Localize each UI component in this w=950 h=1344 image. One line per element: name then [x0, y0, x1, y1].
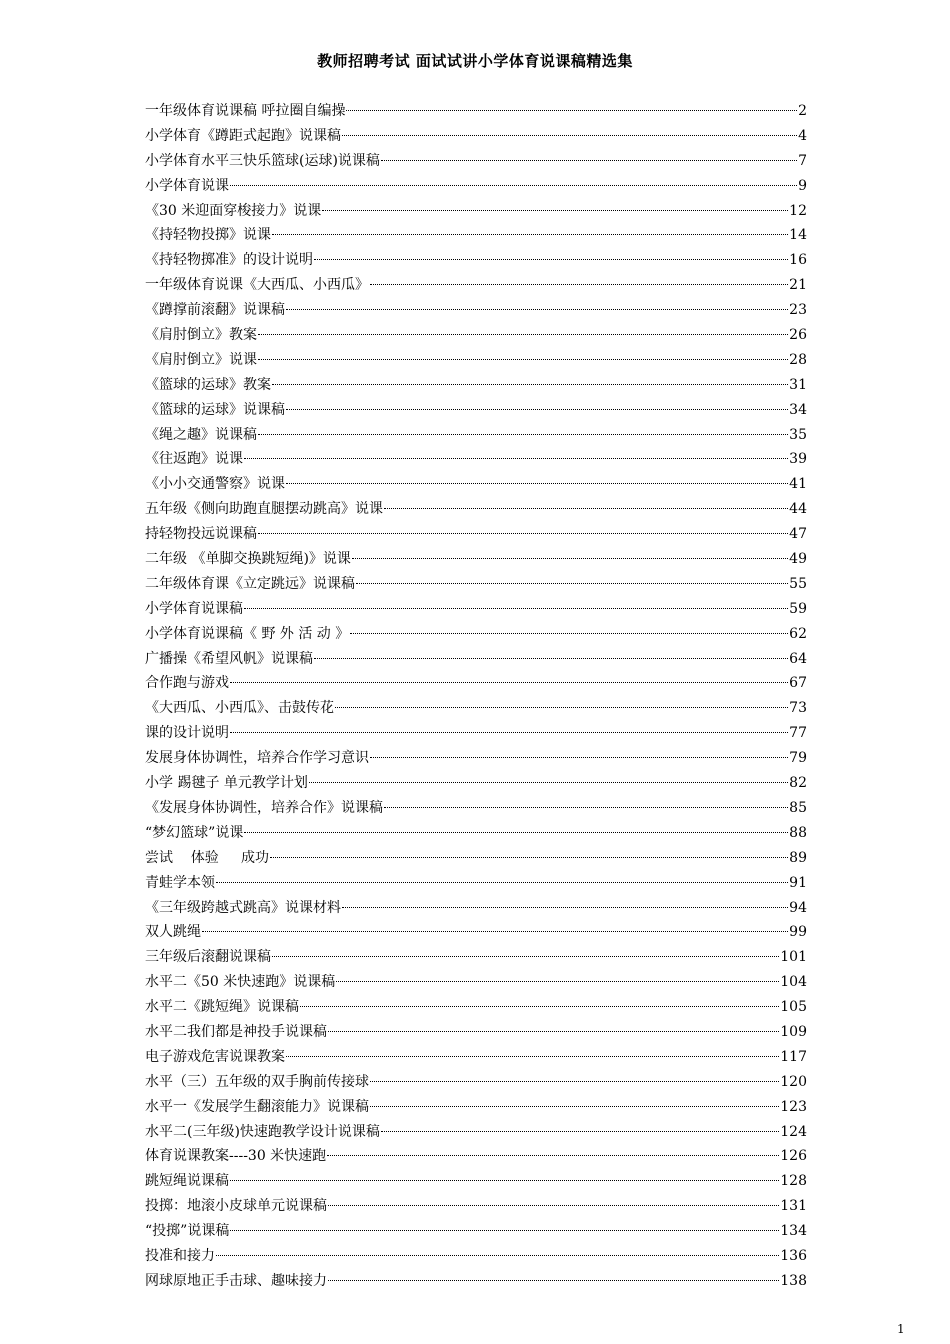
toc-entry[interactable] — [145, 671, 807, 696]
toc-entry[interactable] — [145, 1194, 807, 1219]
dot-leader — [370, 1106, 779, 1107]
dot-leader — [370, 757, 788, 758]
toc-entry-title: “投掷”说课稿 — [145, 1223, 230, 1240]
toc-entry[interactable] — [145, 298, 807, 323]
toc-entry-title: 《绳之趣》说课稿 — [145, 426, 257, 443]
toc-entry-title: 《往返跑》说课 — [145, 451, 243, 468]
toc-entry[interactable] — [145, 447, 807, 472]
dot-leader — [230, 185, 797, 186]
toc-entry-page: 88 — [789, 824, 807, 841]
dot-leader — [370, 1081, 779, 1082]
toc-entry-page: 9 — [798, 177, 807, 194]
toc-entry-title: 水平二(三年级)快速跑教学设计说课稿 — [145, 1123, 380, 1140]
toc-entry-page: 109 — [780, 1023, 807, 1040]
toc-entry-page: 117 — [780, 1048, 807, 1065]
dot-leader — [258, 359, 788, 360]
toc-entry-title: 《发展身体协调性，培养合作》说课稿 — [145, 799, 383, 816]
toc-entry[interactable] — [145, 871, 807, 896]
toc-entry-title: 《持轻物投掷》说课 — [145, 227, 271, 244]
table-of-contents — [145, 99, 807, 1294]
toc-entry-page: 23 — [789, 302, 807, 319]
toc-entry-title: 水平（三）五年级的双手胸前传接球 — [145, 1073, 369, 1090]
toc-entry-title: 《篮球的运球》教案 — [145, 376, 271, 393]
toc-entry-title: 网球原地正手击球、趣味接力 — [145, 1272, 327, 1289]
dot-leader — [216, 1255, 779, 1256]
dot-leader — [258, 334, 788, 335]
page-number: 1 — [897, 1322, 905, 1336]
toc-entry-title: 小学体育水平三快乐篮球(运球)说课稿 — [145, 152, 380, 169]
toc-entry-page: 73 — [789, 700, 807, 717]
toc-entry-title: 《蹲撑前滚翻》说课稿 — [145, 302, 285, 319]
toc-entry-page: 77 — [789, 725, 807, 742]
toc-entry[interactable] — [145, 348, 807, 373]
toc-entry-page: 89 — [789, 849, 807, 866]
toc-entry-title: 小学体育说课稿 — [145, 600, 243, 617]
dot-leader — [286, 309, 788, 310]
toc-entry-page: 12 — [789, 202, 807, 219]
toc-entry[interactable] — [145, 622, 807, 647]
toc-entry-title: 尝试 体验 成功 — [145, 849, 270, 866]
toc-entry-page: 44 — [789, 501, 807, 518]
toc-entry[interactable] — [145, 273, 807, 298]
toc-entry[interactable] — [145, 1144, 807, 1169]
dot-leader — [335, 707, 788, 708]
toc-entry[interactable] — [145, 995, 807, 1020]
toc-entry-title: 电子游戏危害说课教案 — [145, 1048, 285, 1065]
toc-entry-title: 投准和接力 — [145, 1247, 215, 1264]
dot-leader — [244, 608, 788, 609]
dot-leader — [352, 558, 788, 559]
dot-leader — [356, 583, 788, 584]
toc-entry-page: 91 — [789, 874, 807, 891]
toc-entry-page: 49 — [789, 551, 807, 568]
toc-entry-page: 39 — [789, 451, 807, 468]
toc-entry-page: 120 — [780, 1073, 807, 1090]
dot-leader — [272, 384, 788, 385]
toc-entry[interactable] — [145, 497, 807, 522]
toc-entry-page: 14 — [789, 227, 807, 244]
toc-entry-page: 41 — [789, 476, 807, 493]
dot-leader — [384, 807, 788, 808]
toc-entry-title: 小学体育说课稿《 野 外 活 动 》 — [145, 625, 350, 642]
toc-entry-page: 94 — [789, 899, 807, 916]
toc-entry-page: 47 — [789, 526, 807, 543]
dot-leader — [244, 458, 788, 459]
dot-leader — [286, 1056, 779, 1057]
toc-entry-page: 62 — [789, 625, 807, 642]
toc-entry[interactable] — [145, 1169, 807, 1194]
dot-leader — [328, 1031, 779, 1032]
toc-entry-page: 67 — [789, 675, 807, 692]
toc-entry-title: 一年级体育说课稿 呼拉圈自编操 — [145, 103, 346, 119]
toc-entry-title: 青蛙学本领 — [145, 874, 215, 891]
toc-entry[interactable] — [145, 1095, 807, 1120]
toc-entry-title: 《三年级跨越式跳高》说课材料 — [145, 899, 341, 916]
toc-entry-page: 85 — [789, 799, 807, 816]
toc-entry-title: 《篮球的运球》说课稿 — [145, 401, 285, 418]
toc-entry-page: 82 — [789, 775, 807, 792]
toc-entry-title: 投掷：地滚小皮球单元说课稿 — [145, 1198, 327, 1215]
toc-entry-page: 34 — [789, 401, 807, 418]
toc-entry[interactable] — [145, 1070, 807, 1095]
toc-entry-page: 105 — [780, 999, 807, 1016]
dot-leader — [286, 483, 788, 484]
toc-entry[interactable] — [145, 846, 807, 871]
toc-entry-title: 跳短绳说课稿 — [145, 1173, 229, 1190]
toc-entry-page: 7 — [798, 152, 807, 169]
toc-entry-page: 35 — [789, 426, 807, 443]
toc-entry[interactable] — [145, 149, 807, 174]
toc-entry-title: 体育说课教案----30 米快速跑 — [145, 1148, 327, 1165]
toc-entry[interactable] — [145, 1219, 807, 1244]
dot-leader — [336, 981, 779, 982]
dot-leader — [328, 1205, 779, 1206]
toc-entry-title: 课的设计说明 — [145, 725, 229, 742]
toc-entry-page: 4 — [798, 127, 807, 144]
toc-entry-title: 《肩肘倒立》教案 — [145, 327, 257, 344]
toc-entry[interactable] — [145, 223, 807, 248]
toc-entry[interactable] — [145, 945, 807, 970]
toc-entry[interactable] — [145, 896, 807, 921]
toc-entry[interactable] — [145, 522, 807, 547]
dot-leader — [322, 210, 788, 211]
toc-entry[interactable] — [145, 373, 807, 398]
toc-entry-page: 16 — [789, 252, 807, 269]
toc-entry-title: 小学 踢毽子 单元教学计划 — [145, 775, 308, 792]
toc-entry-page: 21 — [789, 277, 807, 294]
toc-entry-title: 持轻物投远说课稿 — [145, 526, 257, 543]
dot-leader — [230, 1230, 779, 1231]
toc-entry[interactable] — [145, 1120, 807, 1145]
toc-entry-title: 合作跑与游戏 — [145, 675, 229, 692]
toc-entry[interactable] — [145, 124, 807, 149]
toc-entry[interactable] — [145, 248, 807, 273]
toc-entry-page: 124 — [780, 1123, 807, 1140]
toc-entry-title: 小学体育说课 — [145, 177, 229, 194]
toc-entry-title: 三年级后滚翻说课稿 — [145, 949, 271, 966]
toc-entry-title: 《肩肘倒立》说课 — [145, 351, 257, 368]
dot-leader — [350, 633, 788, 634]
toc-entry-page: 79 — [789, 750, 807, 767]
toc-entry[interactable] — [145, 1269, 807, 1294]
toc-entry-title: 水平二我们都是神投手说课稿 — [145, 1023, 327, 1040]
dot-leader — [384, 508, 788, 509]
toc-entry-title: 一年级体育说课《大西瓜、小西瓜》 — [145, 277, 369, 294]
toc-entry-title: 二年级体育课《立定跳远》说课稿 — [145, 575, 355, 592]
toc-entry-page: 136 — [780, 1247, 807, 1264]
toc-entry[interactable] — [145, 1244, 807, 1269]
toc-entry[interactable] — [145, 547, 807, 572]
toc-entry-page: 138 — [780, 1272, 807, 1289]
dot-leader — [230, 682, 788, 683]
toc-entry-title: 水平二《50 米快速跑》说课稿 — [145, 974, 336, 991]
dot-leader — [327, 1155, 779, 1156]
toc-entry[interactable] — [145, 821, 807, 846]
toc-entry[interactable] — [145, 472, 807, 497]
dot-leader — [370, 284, 788, 285]
dot-leader — [258, 434, 788, 435]
toc-entry-title: 小学体育《蹲距式起跑》说课稿 — [145, 127, 341, 144]
toc-entry-page: 31 — [789, 376, 807, 393]
toc-entry[interactable] — [145, 920, 807, 945]
dot-leader — [314, 658, 788, 659]
dot-leader — [328, 1280, 779, 1281]
toc-entry[interactable] — [145, 572, 807, 597]
dot-leader — [286, 409, 788, 410]
dot-leader — [342, 907, 788, 908]
toc-entry-title: 《大西瓜、小西瓜》、击鼓传花 — [145, 700, 334, 717]
toc-entry-page: 131 — [780, 1198, 807, 1215]
toc-entry[interactable] — [145, 323, 807, 348]
toc-entry-title: 水平一《发展学生翻滚能力》说课稿 — [145, 1098, 369, 1115]
dot-leader — [216, 882, 788, 883]
toc-entry-title: 水平二《跳短绳》说课稿 — [145, 999, 299, 1016]
dot-leader — [346, 110, 797, 111]
toc-entry-page: 128 — [780, 1173, 807, 1190]
toc-entry[interactable] — [145, 647, 807, 672]
toc-entry-title: 五年级《侧向助跑直腿摆动跳高》说课 — [145, 501, 383, 518]
toc-entry-page: 26 — [789, 327, 807, 344]
dot-leader — [258, 533, 788, 534]
toc-entry-page: 55 — [789, 575, 807, 592]
toc-entry[interactable] — [145, 771, 807, 796]
toc-entry-page: 28 — [789, 351, 807, 368]
dot-leader — [309, 782, 788, 783]
toc-entry[interactable] — [145, 746, 807, 771]
toc-entry-page: 126 — [780, 1148, 807, 1165]
dot-leader — [381, 160, 797, 161]
toc-entry-title: 《小小交通警察》说课 — [145, 476, 285, 493]
toc-entry-page: 101 — [780, 949, 807, 966]
toc-entry[interactable] — [145, 970, 807, 995]
dot-leader — [314, 259, 788, 260]
dot-leader — [381, 1131, 779, 1132]
dot-leader — [230, 1180, 779, 1181]
toc-entry[interactable] — [145, 796, 807, 821]
dot-leader — [270, 857, 788, 858]
toc-entry-page: 2 — [798, 103, 807, 119]
toc-entry-page: 99 — [789, 924, 807, 941]
dot-leader — [244, 832, 788, 833]
toc-entry-page: 64 — [789, 650, 807, 667]
toc-entry-title: “梦幻篮球”说课 — [145, 824, 244, 841]
toc-entry[interactable] — [145, 721, 807, 746]
dot-leader — [342, 135, 797, 136]
document-title: 教师招聘考试 面试试讲小学体育说课稿精选集 — [317, 52, 633, 70]
toc-entry[interactable] — [145, 99, 807, 124]
toc-entry[interactable] — [145, 199, 807, 224]
toc-entry-page: 59 — [789, 600, 807, 617]
toc-entry[interactable] — [145, 174, 807, 199]
toc-entry-title: 广播操《希望风帆》说课稿 — [145, 650, 313, 667]
dot-leader — [230, 732, 788, 733]
toc-entry[interactable] — [145, 1045, 807, 1070]
dot-leader — [300, 1006, 779, 1007]
toc-entry-title: 双人跳绳 — [145, 924, 201, 941]
toc-entry-page: 134 — [780, 1223, 807, 1240]
toc-entry-page: 123 — [780, 1098, 807, 1115]
toc-entry[interactable] — [145, 597, 807, 622]
dot-leader — [272, 956, 779, 957]
toc-entry[interactable] — [145, 696, 807, 721]
toc-entry[interactable] — [145, 398, 807, 423]
toc-entry[interactable] — [145, 1020, 807, 1045]
toc-entry-page: 104 — [780, 974, 807, 991]
toc-entry-title: 二年级 《单脚交换跳短绳)》说课 — [145, 551, 351, 568]
toc-entry-title: 《30 米迎面穿梭接力》说课 — [145, 202, 322, 219]
dot-leader — [202, 931, 788, 932]
dot-leader — [272, 234, 788, 235]
toc-entry-title: 发展身体协调性，培养合作学习意识 — [145, 750, 369, 767]
toc-entry-title: 《持轻物掷准》的设计说明 — [145, 252, 313, 269]
toc-entry[interactable] — [145, 423, 807, 448]
